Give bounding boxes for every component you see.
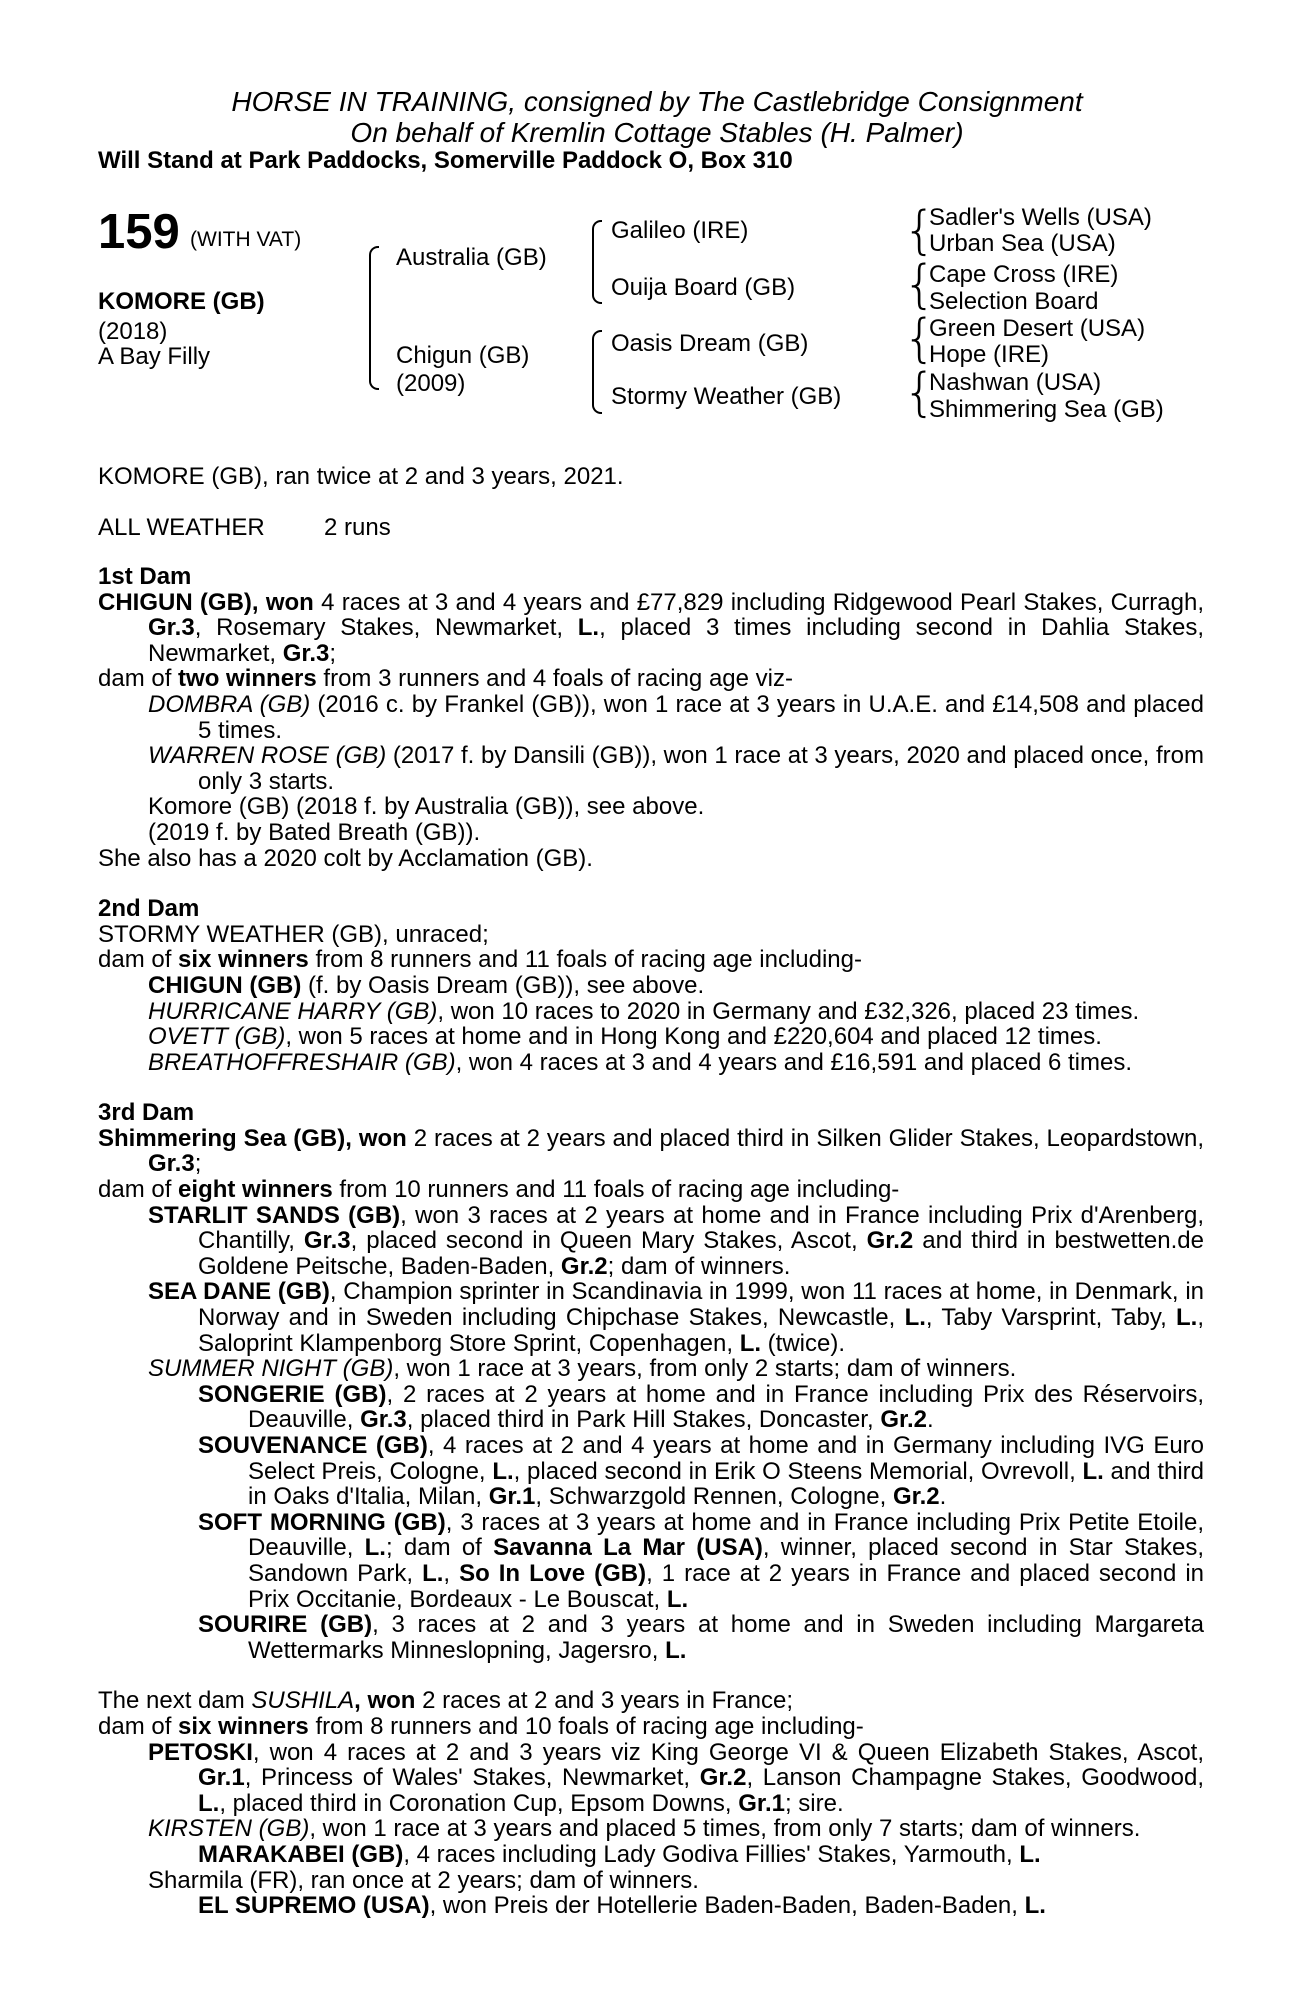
- vat-note: (WITH VAT): [190, 228, 302, 251]
- produce-item: OVETT (GB), won 5 races at home and in Hong Kong and £220,604 and placed 12 times.: [148, 1023, 1102, 1051]
- produce-item: Komore (GB) (2018 f. by Australia (GB)), see above.: [148, 793, 705, 821]
- pedigree-bracket-main: [369, 246, 379, 390]
- horse-name: KOMORE (GB): [98, 288, 265, 315]
- produce-item: SUMMER NIGHT (GB), won 1 race at 3 years, from only 2 starts; dam of winners.: [148, 1355, 1017, 1383]
- pedigree-bracket-sire: [592, 220, 602, 304]
- consignor-line: HORSE IN TRAINING, consigned by The Castlebridge Consignment: [231, 86, 1083, 117]
- grand-produce-item: SONGERIE (GB), 2 races at 2 years at home and in France including Prix des Réservoirs, Deauville, Gr.3, placed third in Park Hill Stakes, Doncaster, Gr.2.: [198, 1380, 1205, 1434]
- grand-produce-item: MARAKABEI (GB), 4 races including Lady Godiva Fillies' Stakes, Yarmouth, L.: [198, 1840, 1041, 1868]
- produce-note: She also has a 2020 colt by Acclamation (GB).: [98, 844, 593, 872]
- horse-description: A Bay Filly: [98, 343, 211, 370]
- grand-produce-item: SOUVENANCE (GB), 4 races at 2 and 4 years at home and in Germany including IVG Euro Select Preis, Cologne, L., placed second in Erik O Steens Memorial, Ovrevoll, L. and third in Oaks d'Italia, Milan, Gr.1, Schwarzgold Rennen, Cologne, Gr.2.: [198, 1432, 1205, 1511]
- second-dam-produce-intro: dam of six winners from 8 runners and 11 foals of racing age including-: [98, 946, 862, 974]
- family-text: [98, 564, 1204, 1919]
- produce-item: SEA DANE (GB), Champion sprinter in Scandinavia in 1999, won 11 races at home, in Denmark, in Norway and in Sweden including Chipchase Stakes, Newcastle, L., Taby Varsprint, Taby, L., Saloprint Klampenborg Store Sprint, Copenhagen, L. (twice).: [148, 1278, 1205, 1357]
- produce-item: PETOSKI, won 4 races at 2 and 3 years viz King George VI & Queen Elizabeth Stakes, Ascot, Gr.1, Princess of Wales' Stakes, Newmarket, Gr.2, Lanson Champagne Stakes, Goodwood, L., placed third in Coronation Cup, Epsom Downs, Gr.1; sire.: [148, 1738, 1205, 1817]
- pedigree-brace-2: {: [903, 255, 937, 315]
- dam: Chigun (GB): [396, 342, 530, 369]
- ggs-4: Nashwan (USA): [929, 369, 1102, 396]
- ggd-1: Urban Sea (USA): [929, 230, 1116, 257]
- ggd-4: Shimmering Sea (GB): [929, 396, 1164, 423]
- third-dam-heading: 3rd Dam: [98, 1099, 195, 1127]
- ggd-3: Hope (IRE): [929, 341, 1050, 368]
- fourth-dam-produce-intro: dam of six winners from 8 runners and 10 foals of racing age including-: [98, 1712, 864, 1740]
- ggs-1: Sadler's Wells (USA): [929, 204, 1152, 231]
- fourth-dam-record: The next dam SUSHILA, won 2 races at 2 and 3 years in France;: [98, 1687, 793, 1715]
- sire-dam: Ouija Board (GB): [611, 274, 796, 301]
- third-dam-produce-intro: dam of eight winners from 10 runners and 11 foals of racing age including-: [98, 1176, 900, 1204]
- produce-item: HURRICANE HARRY (GB), won 10 races to 2020 in Germany and £32,326, placed 23 times.: [148, 997, 1140, 1025]
- produce-item: (2019 f. by Bated Breath (GB)).: [148, 818, 481, 846]
- location-line: Will Stand at Park Paddocks, Somerville Paddock O, Box 310: [98, 147, 793, 174]
- grand-produce-item: SOURIRE (GB), 3 races at 2 and 3 years at home and in Sweden including Margareta Wettermarks Minneslopning, Jagersro, L.: [198, 1611, 1204, 1664]
- dam-sire: Oasis Dream (GB): [611, 330, 809, 357]
- pedigree-bracket-dam: [592, 330, 602, 414]
- second-dam-heading: 2nd Dam: [98, 895, 200, 923]
- ggs-2: Cape Cross (IRE): [929, 261, 1119, 288]
- ggs-3: Green Desert (USA): [929, 315, 1146, 342]
- first-dam-record: CHIGUN (GB), won 4 races at 3 and 4 years and £77,829 including Ridgewood Pearl Stakes, Curragh, Gr.3, Rosemary Stakes, Newmarket, L., placed 3 times including second in Dahlia Stakes, Newmarket, Gr.3;: [98, 588, 1204, 667]
- first-dam-produce-intro: dam of two winners from 3 runners and 4 foals of racing age viz-: [98, 665, 793, 693]
- produce-item: CHIGUN (GB) (f. by Oasis Dream (GB)), see above.: [148, 971, 705, 999]
- horse-year: (2018): [98, 318, 168, 345]
- pedigree-brace-1: {: [903, 201, 937, 261]
- surface-label: ALL WEATHER: [98, 514, 265, 541]
- produce-item: BREATHOFFRESHAIR (GB), won 4 races at 3 and 4 years and £16,591 and placed 6 times.: [148, 1048, 1133, 1076]
- produce-item: WARREN ROSE (GB) (2017 f. by Dansili (GB)), won 1 race at 3 years, 2020 and placed once, from only 3 starts.: [148, 742, 1204, 795]
- dam-year: (2009): [396, 370, 466, 397]
- first-dam-heading: 1st Dam: [98, 563, 192, 590]
- vendor-line: On behalf of Kremlin Cottage Stables (H. Palmer): [350, 117, 964, 148]
- ggd-2: Selection Board: [929, 288, 1099, 315]
- produce-item: STARLIT SANDS (GB), won 3 races at 2 years at home and in France including Prix d'Arenberg, Chantilly, Gr.3, placed second in Queen Mary Stakes, Ascot, Gr.2 and third in bestwetten.de Goldene Peitsche, Baden-Baden, Gr.2; dam of winners.: [148, 1201, 1204, 1280]
- sire: Australia (GB): [396, 244, 547, 271]
- produce-item: Sharmila (FR), ran once at 2 years; dam of winners.: [148, 1866, 699, 1894]
- surface-runs: 2 runs: [324, 514, 391, 541]
- lot-number: 159: [98, 205, 180, 259]
- second-dam-record: STORMY WEATHER (GB), unraced;: [98, 920, 489, 948]
- pedigree-brace-4: {: [903, 363, 937, 423]
- produce-item: DOMBRA (GB) (2016 c. by Frankel (GB)), won 1 race at 3 years in U.A.E. and £14,508 and placed 5 times.: [148, 690, 1204, 744]
- grand-produce-item: SOFT MORNING (GB), 3 races at 3 years at home and in France including Prix Petite Etoile, Deauville, L.; dam of Savanna La Mar (USA), winner, placed second in Star Stakes, Sandown Park, L., So In Love (GB), 1 race at 2 years in France and placed second in Prix Occitanie, Bordeaux - Le Bouscat, L.: [198, 1508, 1204, 1613]
- third-dam-record: Shimmering Sea (GB), won 2 races at 2 years and placed third in Silken Glider Stakes, Leopardstown, Gr.3;: [98, 1124, 1205, 1178]
- race-summary: KOMORE (GB), ran twice at 2 and 3 years, 2021.: [98, 463, 624, 490]
- sire-sire: Galileo (IRE): [611, 217, 749, 244]
- grand-produce-item: EL SUPREMO (USA), won Preis der Hotellerie Baden-Baden, Baden-Baden, L.: [198, 1892, 1046, 1920]
- dam-dam: Stormy Weather (GB): [611, 383, 842, 410]
- pedigree-brace-3: {: [903, 309, 937, 369]
- produce-item: KIRSTEN (GB), won 1 race at 3 years and placed 5 times, from only 7 starts; dam of winners.: [148, 1815, 1141, 1843]
